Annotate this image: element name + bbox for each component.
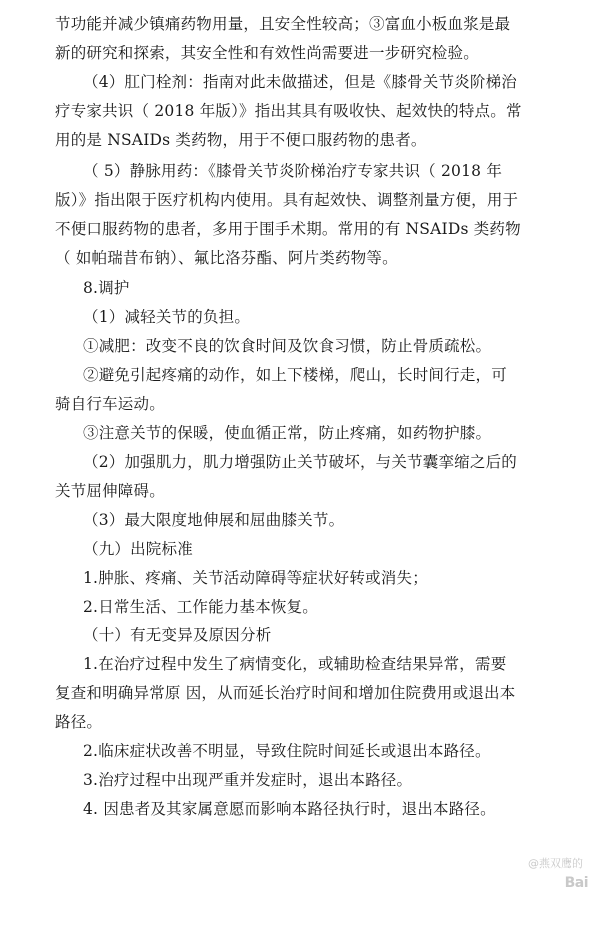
text-line: ①减肥：改变不良的饮食时间及饮食习惯，防止骨质疏松。: [83, 337, 492, 355]
text-line: 路径。: [55, 713, 103, 731]
text-line: 疗专家共识（ 2018 年版）》指出其具有吸收快、起效快的特点。常: [55, 102, 522, 120]
text-line: 4. 因患者及其家属意愿而影响本路径执行时，退出本路径。: [83, 800, 496, 818]
text-line: （ 5）静脉用药：《膝骨关节炎阶梯治疗专家共识（ 2018 年: [83, 162, 503, 180]
text-line: 2.临床症状改善不明显，导致住院时间延长或退出本路径。: [83, 742, 491, 760]
text-line: 版）》指出限于医疗机构内使用。具有起效快、调整剂量方便，用于: [55, 191, 519, 209]
text-line: （3）最大限度地伸展和屈曲膝关节。: [83, 511, 345, 529]
text-line: （1）减轻关节的负担。: [83, 308, 251, 326]
text-line: 关节屈伸障碍。: [55, 482, 165, 500]
section-heading: （十）有无变异及原因分析: [83, 626, 272, 644]
text-line: ③注意关节的保暖，使血循正常，防止疼痛，如药物护膝。: [83, 424, 492, 442]
text-line: 骑自行车运动。: [55, 395, 165, 413]
section-heading: （九）出院标准: [83, 540, 193, 558]
text-line: 1.肿胀、疼痛、关节活动障碍等症状好转或消失；: [83, 569, 428, 587]
text-line: 新的研究和探索，其安全性和有效性尚需要进一步研究检验。: [55, 44, 479, 62]
section-heading: 8.调护: [83, 279, 130, 297]
text-line: 不便口服药物的患者，多用于围手术期。常用的有 NSAIDs 类药物: [55, 220, 521, 238]
text-line: （2）加强肌力，肌力增强防止关节破坏，与关节囊挛缩之后的: [83, 453, 517, 471]
text-line: 2.日常生活、工作能力基本恢复。: [83, 598, 318, 616]
watermark-logo: Bai: [564, 875, 588, 891]
text-line: 节功能并减少镇痛药物用量，且安全性较高；③富血小板血浆是最: [55, 15, 511, 33]
text-line: 复查和明确异常原 因，从而延长治疗时间和增加住院费用或退出本: [55, 684, 516, 702]
text-line: 用的是 NSAIDs 类药物，用于不便口服药物的患者。: [55, 131, 427, 149]
watermark: [528, 855, 588, 915]
text-line: （4）肛门栓剂：指南对此未做描述，但是《膝骨关节炎阶梯治: [83, 73, 517, 91]
watermark-text: @燕双鹰的: [528, 857, 583, 870]
text-line: （ 如帕瑞昔布钠）、氟比洛芬酯、阿片类药物等。: [55, 249, 398, 267]
text-line: 1.在治疗过程中发生了病情变化，或辅助检查结果异常，需要: [83, 655, 507, 673]
text-line: 3.治疗过程中出现严重并发症时，退出本路径。: [83, 771, 413, 789]
text-line: ②避免引起疼痛的动作，如上下楼梯，爬山，长时间行走，可: [83, 366, 507, 384]
